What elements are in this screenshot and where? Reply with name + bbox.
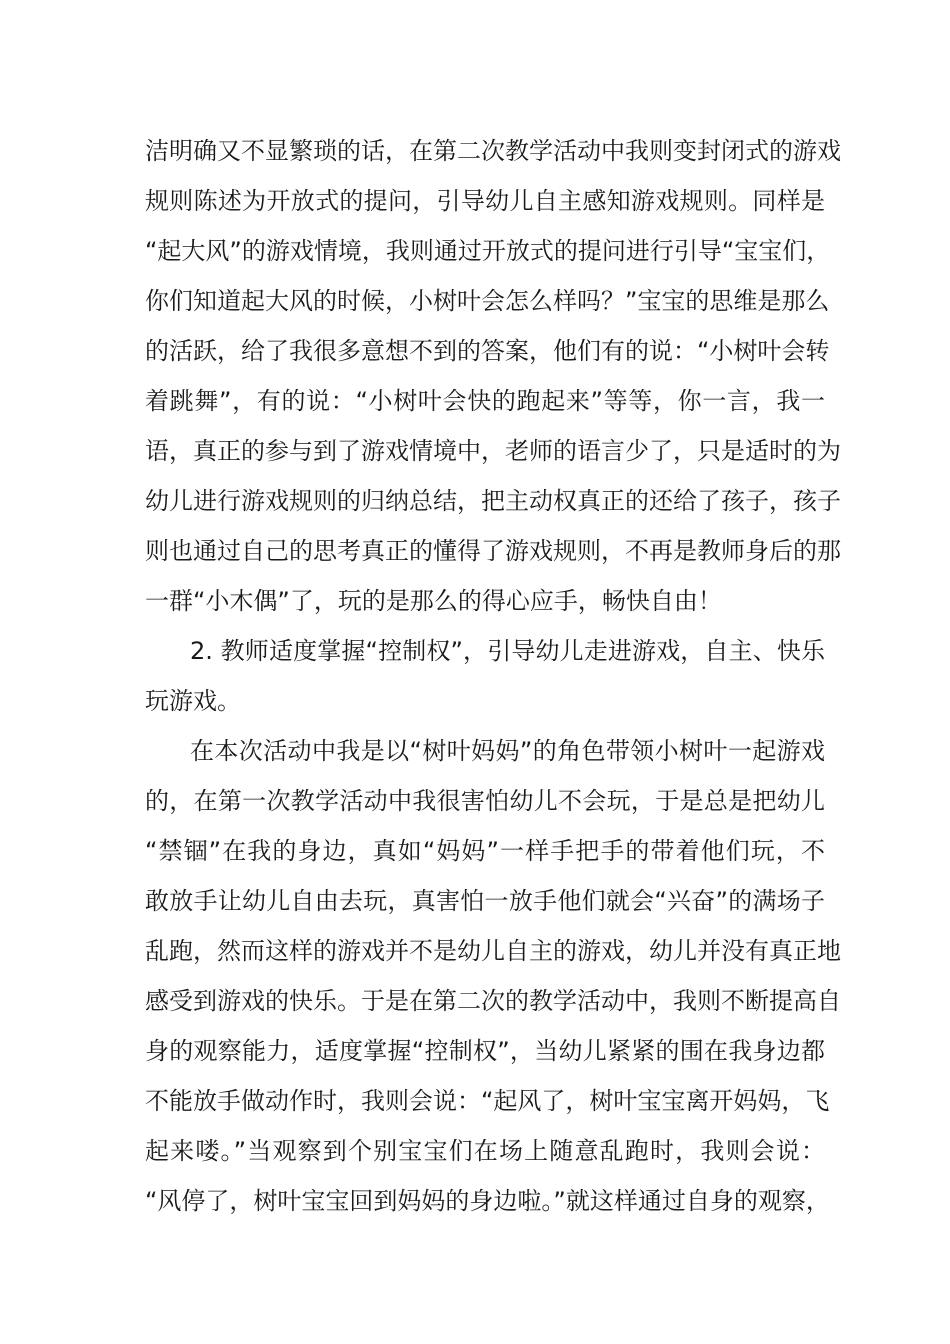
text-line: 洁明确又不显繁琐的话，在第二次教学活动中我则变封闭式的游戏 [145,137,841,165]
text-line: “起大风”的游戏情境，我则通过开放式的提问进行引导“宝宝们， [145,237,831,265]
text-line: 一群“小木偶”了，玩的是那么的得心应手，畅快自由！ [145,587,722,615]
text-line: 敢放手让幼儿自由去玩，真害怕一放手他们就会“兴奋”的满场子 [145,887,825,915]
text-line: 语，真正的参与到了游戏情境中，老师的语言少了，只是适时的为 [145,437,841,465]
text-line: 的活跃，给了我很多意想不到的答案，他们有的说：“小树叶会转 [145,337,830,365]
text-line: 幼儿进行游戏规则的归纳总结，把主动权真正的还给了孩子，孩子 [145,487,841,515]
text-line: 规则陈述为开放式的提问，引导幼儿自主感知游戏规则。同样是 [145,187,825,215]
text-line: 你们知道起大风的时候，小树叶会怎么样吗？”宝宝的思维是那么 [145,287,830,315]
text-line: 在本次活动中我是以“树叶妈妈”的角色带领小树叶一起游戏 [190,737,825,765]
section-heading: 2. 教师适度掌握“控制权”，引导幼儿走进游戏，自主、快乐 [190,637,825,665]
text-line: 感受到游戏的快乐。于是在第二次的教学活动中，我则不断提高自 [145,987,841,1015]
text-line: “风停了，树叶宝宝回到妈妈的身边啦。”就这样通过自身的观察， [145,1187,830,1215]
section-heading-continued: 玩游戏。 [145,687,241,715]
text-line: 乱跑，然而这样的游戏并不是幼儿自主的游戏，幼儿并没有真正地 [145,937,841,965]
text-line: 的，在第一次教学活动中我很害怕幼儿不会玩，于是总是把幼儿 [145,787,825,815]
text-line: 着跳舞”，有的说：“小树叶会快的跑起来”等等，你一言，我一 [145,387,825,415]
text-line: 则也通过自己的思考真正的懂得了游戏规则，不再是教师身后的那 [145,537,841,565]
text-line: 不能放手做动作时，我则会说：“起风了，树叶宝宝离开妈妈，飞 [145,1087,830,1115]
text-line: “禁锢”在我的身边，真如“妈妈”一样手把手的带着他们玩，不 [145,837,825,865]
text-line: 身的观察能力，适度掌握“控制权”，当幼儿紧紧的围在我身边都 [145,1037,825,1065]
text-line: 起来喽。”当观察到个别宝宝们在场上随意乱跑时，我则会说： [145,1137,825,1165]
